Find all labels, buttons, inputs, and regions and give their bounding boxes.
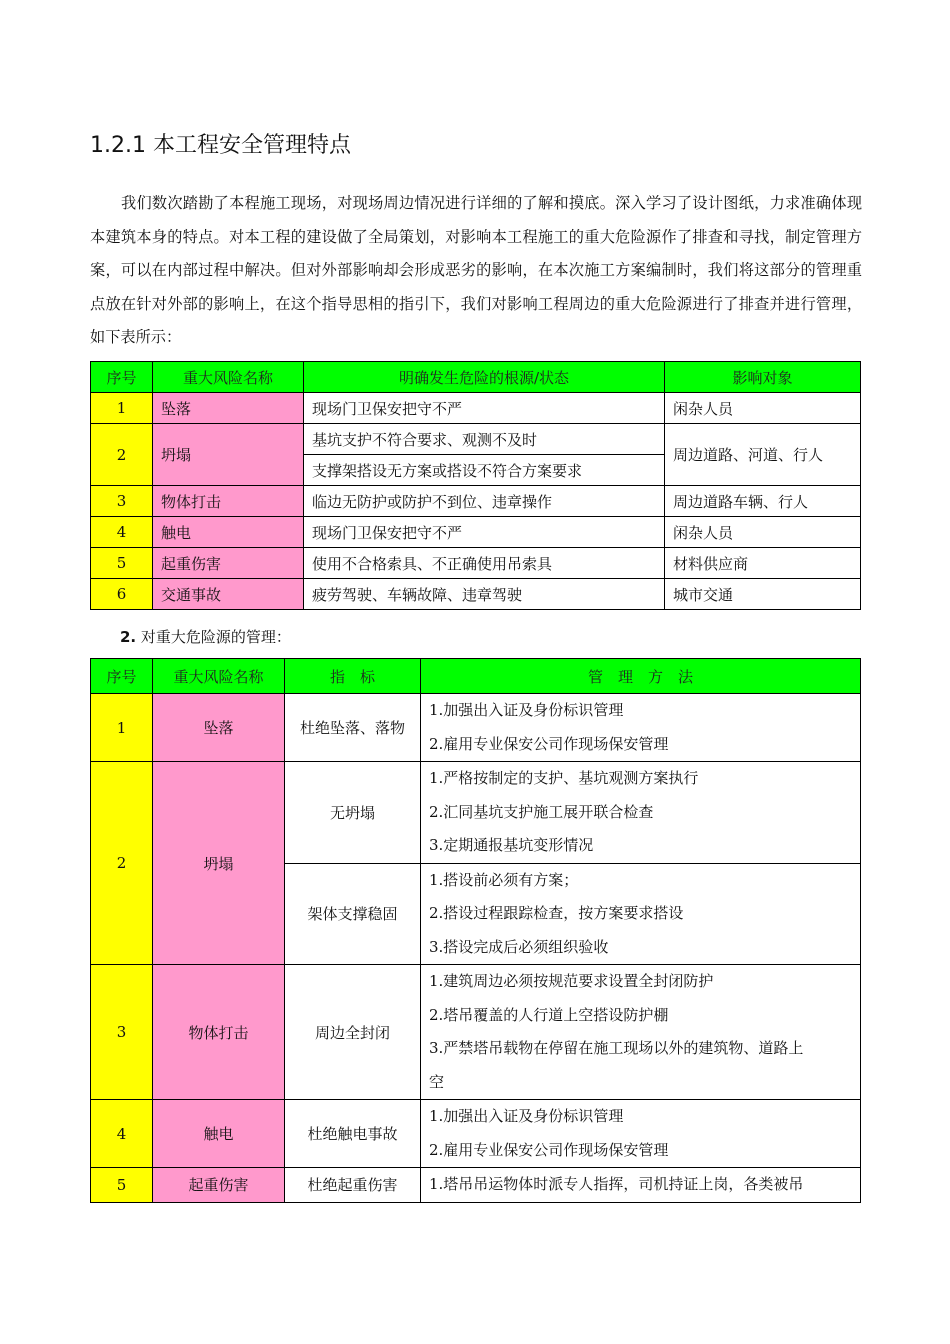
- header-no: 序号: [91, 659, 153, 694]
- row-risk-name: 坠落: [153, 694, 285, 762]
- row-methods: [421, 762, 861, 864]
- method-item: 2.雇用专业保安公司作现场保安管理: [429, 734, 669, 753]
- table-row: [91, 517, 861, 548]
- row-target: 周边道路车辆、行人: [665, 486, 861, 517]
- table-row: [91, 694, 861, 762]
- row-risk-name: 坍塌: [153, 762, 285, 965]
- method-item: 2.塔吊覆盖的人行道上空搭设防护棚: [429, 1005, 669, 1024]
- row-risk-name: 物体打击: [153, 965, 285, 1100]
- table-header-row: [91, 362, 861, 393]
- table-header-row: [91, 659, 861, 694]
- row-source: 基坑支护不符合要求、观测不及时: [304, 424, 665, 455]
- row-risk-name: 交通事故: [153, 579, 304, 610]
- intro-paragraph: [90, 187, 862, 355]
- row-methods: [421, 1100, 861, 1168]
- method-item: 1.严格按制定的支护、基坑观测方案执行: [429, 769, 699, 787]
- row-indicator: 杜绝坠落、落物: [285, 694, 421, 762]
- row-source: 现场门卫保安把守不严: [304, 393, 665, 424]
- table-row: [91, 486, 861, 517]
- row-indicator: 无坍塌: [285, 762, 421, 864]
- row-no: 2: [91, 762, 153, 965]
- subheading-text: 对重大危险源的管理：: [140, 628, 291, 646]
- row-no: 4: [91, 517, 153, 548]
- row-target: 闲杂人员: [665, 393, 861, 424]
- row-methods: [421, 694, 861, 762]
- row-risk-name: 起重伤害: [153, 1168, 285, 1203]
- method-item: 2.雇用专业保安公司作现场保安管理: [429, 1140, 669, 1159]
- row-source: 疲劳驾驶、车辆故障、违章驾驶: [304, 579, 665, 610]
- header-risk-name: 重大风险名称: [153, 362, 304, 393]
- row-indicator: 杜绝触电事故: [285, 1100, 421, 1168]
- method-item: 2.汇同基坑支护施工展开联合检查: [429, 802, 654, 821]
- row-risk-name: 坠落: [153, 393, 304, 424]
- table-row: [91, 1100, 861, 1168]
- row-risk-name: 起重伤害: [153, 548, 304, 579]
- method-item: 1.搭设前必须有方案；: [429, 870, 579, 889]
- header-no: 序号: [91, 362, 153, 393]
- row-methods: [421, 965, 861, 1100]
- row-risk-name: 触电: [153, 1100, 285, 1168]
- row-source: 临边无防护或防护不到位、违章操作: [304, 486, 665, 517]
- table-row: [91, 965, 861, 1100]
- table-row: [91, 393, 861, 424]
- row-risk-name: 触电: [153, 517, 304, 548]
- row-no: 6: [91, 579, 153, 610]
- row-target: 闲杂人员: [665, 517, 861, 548]
- table-row: [91, 1168, 861, 1203]
- subheading-number: 2.: [120, 628, 137, 646]
- method-item: 2.搭设过程跟踪检查，按方案要求搭设: [429, 904, 684, 922]
- header-risk-name: 重大风险名称: [153, 659, 285, 694]
- row-no: 5: [91, 548, 153, 579]
- row-no: 5: [91, 1168, 153, 1203]
- method-item: 1.塔吊吊运物体时派专人指挥，司机持证上岗，各类被吊: [429, 1175, 804, 1193]
- row-no: 2: [91, 424, 153, 486]
- row-no: 1: [91, 393, 153, 424]
- row-no: 3: [91, 965, 153, 1100]
- method-item: 3.严禁塔吊载物在停留在施工现场以外的建筑物、道路上: [429, 1039, 804, 1057]
- row-indicator: 周边全封闭: [285, 965, 421, 1100]
- header-indicator: 指 标: [285, 659, 421, 694]
- method-item: 3.搭设完成后必须组织验收: [429, 937, 609, 956]
- row-source: 使用不合格索具、不正确使用吊索具: [304, 548, 665, 579]
- row-no: 4: [91, 1100, 153, 1168]
- hazard-source-table: [90, 361, 861, 610]
- row-no: 3: [91, 486, 153, 517]
- method-item: 1.加强出入证及身份标识管理: [429, 701, 624, 719]
- method-item: 空: [429, 1072, 445, 1091]
- header-target: 影响对象: [665, 362, 861, 393]
- table-row: [91, 579, 861, 610]
- row-source: 现场门卫保安把守不严: [304, 517, 665, 548]
- row-target: 城市交通: [665, 579, 861, 610]
- row-target: 材料供应商: [665, 548, 861, 579]
- table-row: [91, 424, 861, 455]
- intro-text: 我们数次踏勘了本程施工现场，对现场周边情况进行详细的了解和摸底。深入学习了设计图纸，力求准确体现本建筑本身的特点。对本工程的建设做了全局策划，对影响本工程施工的重大危险源作了排查和寻找，制定管理方案，可以在内部过程中解决。但对外部影响却会形成恶劣的影响，在本次施工方案编制时，我们将这部分的管理重点放在针对外部的影响上，在这个指导思相的指引下，我们对影响工程周边的重大危险源进行了排查并进行管理，如下表所示：: [90, 194, 862, 346]
- table-row: [91, 762, 861, 864]
- row-methods: [421, 1168, 861, 1203]
- method-item: 3.定期通报基坑变形情况: [429, 836, 594, 854]
- row-indicator: 架体支撑稳固: [285, 863, 421, 965]
- row-methods: [421, 863, 861, 965]
- row-no: 1: [91, 694, 153, 762]
- table-row: [91, 548, 861, 579]
- section-heading: 1.2.1 本工程安全管理特点: [90, 133, 351, 158]
- row-indicator: 杜绝起重伤害: [285, 1168, 421, 1203]
- row-risk-name: 坍塌: [153, 424, 304, 486]
- hazard-management-table: [90, 658, 861, 1203]
- row-risk-name: 物体打击: [153, 486, 304, 517]
- row-source: 支撑架搭设无方案或搭设不符合方案要求: [304, 455, 665, 486]
- header-source: 明确发生危险的根源/状态: [304, 362, 665, 393]
- method-item: 1.建筑周边必须按规范要求设置全封闭防护: [429, 972, 714, 990]
- method-item: 1.加强出入证及身份标识管理: [429, 1107, 624, 1125]
- row-target: 周边道路、河道、行人: [665, 424, 861, 486]
- subheading: [120, 626, 291, 647]
- header-method: 管 理 方 法: [421, 659, 861, 694]
